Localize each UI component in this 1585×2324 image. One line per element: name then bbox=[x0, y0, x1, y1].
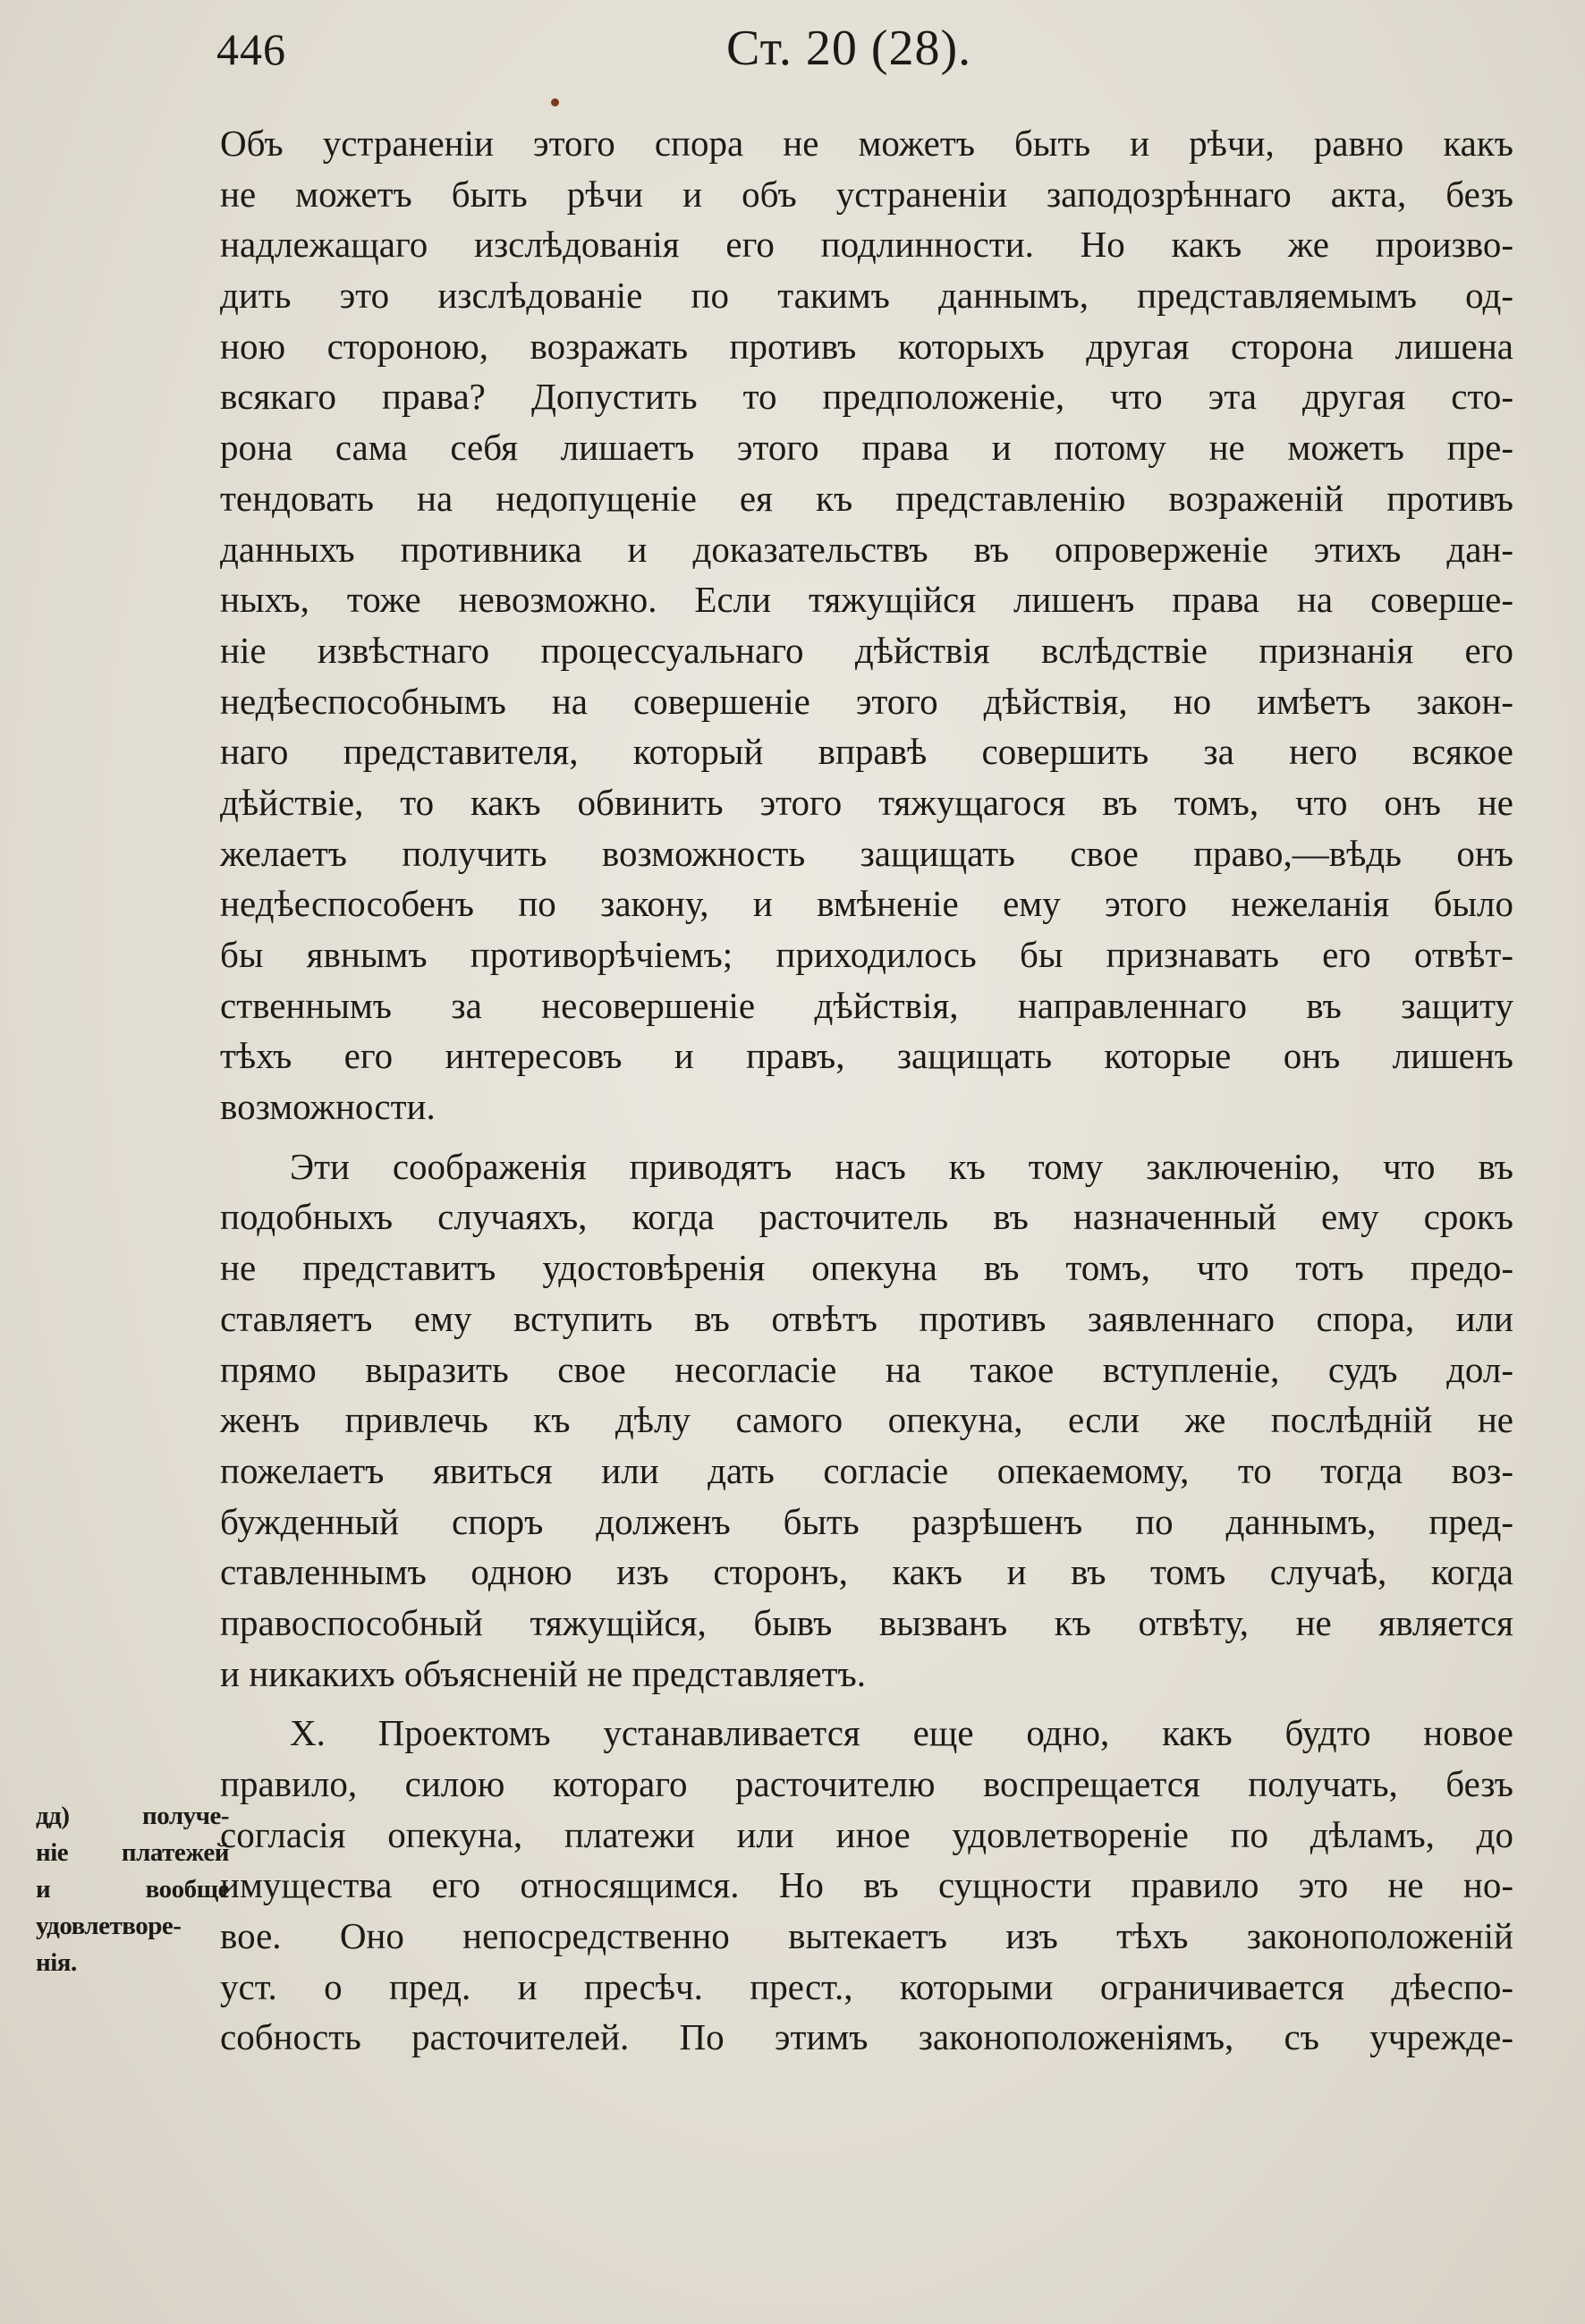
text-line: вое. Оно непосредственно вытекаетъ изъ тѣхъ законоположеній bbox=[220, 1915, 1513, 1957]
text-line: недѣеспособенъ по закону, и вмѣненіе ему этого нежеланія было bbox=[220, 883, 1513, 925]
paragraph-3 bbox=[220, 1708, 1513, 2063]
text-line: правило, силою котораго расточителю воспрещается получать, безъ bbox=[220, 1763, 1513, 1804]
paragraph-1 bbox=[220, 118, 1513, 1132]
text-line: Эти соображенія приводятъ насъ къ тому заключенію, что въ bbox=[290, 1145, 1513, 1187]
ink-dot bbox=[551, 98, 559, 106]
text-line: дѣйствіе, то какъ обвинить этого тяжущагося въ томъ, что онъ не bbox=[220, 781, 1513, 823]
text-line: дить это изслѣдованіе по такимъ даннымъ, представляемымъ од- bbox=[220, 275, 1513, 317]
text-line: ставленнымъ одною изъ сторонъ, какъ и въ томъ случаѣ, когда bbox=[220, 1551, 1513, 1593]
text-line: надлежащаго изслѣдованія его подлинности. Но какъ же произво- bbox=[220, 224, 1513, 266]
margin-note-line: удовлетворе- bbox=[36, 1912, 182, 1940]
section-x-line: X. Проектомъ устанавливается еще одно, какъ будто новое bbox=[290, 1712, 1513, 1754]
margin-note bbox=[36, 1798, 229, 1981]
page-number: 446 bbox=[216, 24, 286, 74]
margin-note-line: ніе платежей bbox=[36, 1838, 229, 1867]
text-line: женъ привлечь къ дѣлу самого опекуна, если же послѣдній не bbox=[220, 1399, 1513, 1441]
text-line: пожелаетъ явиться или дать согласіе опекаемому, то тогда воз- bbox=[220, 1449, 1513, 1491]
text-line: бужденный споръ долженъ быть разрѣшенъ по даннымъ, пред- bbox=[220, 1500, 1513, 1542]
text-line: ніе извѣстнаго процессуальнаго дѣйствія вслѣдствіе признанія его bbox=[220, 629, 1513, 671]
text-line: наго представителя, который вправѣ совершить за него всякое bbox=[220, 731, 1513, 773]
text-line: данныхъ противника и доказательствъ въ опроверженіе этихъ дан- bbox=[220, 528, 1513, 570]
text-line: не можетъ быть рѣчи и объ устраненіи заподозрѣннаго акта, безъ bbox=[220, 173, 1513, 215]
body-text bbox=[220, 118, 1513, 2063]
page-header bbox=[0, 20, 1585, 76]
text-line: тѣхъ его интересовъ и правъ, защищать которые онъ лишенъ bbox=[220, 1035, 1513, 1077]
text-line: недѣеспособнымъ на совершеніе этого дѣйствія, но имѣетъ закон- bbox=[220, 680, 1513, 722]
text-line: уст. о пред. и пресѣч. прест., которыми ограничивается дѣеспо- bbox=[220, 1965, 1513, 2007]
margin-note-line: нія. bbox=[36, 1948, 77, 1977]
text-line: ною стороною, возражать противъ которыхъ другая сторона лишена bbox=[220, 325, 1513, 367]
text-line: желаетъ получить возможность защищать свое право,—вѣдь онъ bbox=[220, 832, 1513, 874]
text-line: ныхъ, тоже невозможно. Если тяжущійся лишенъ права на соверше- bbox=[220, 579, 1513, 621]
text-line: бы явнымъ противорѣчіемъ; приходилось бы признавать его отвѣт- bbox=[220, 934, 1513, 975]
margin-note-line: дд) получе- bbox=[36, 1802, 229, 1830]
text-line: собность расточителей. По этимъ законоположеніямъ, съ учрежде- bbox=[220, 2016, 1513, 2058]
text-line: тендовать на недопущеніе ея къ представленію возраженій противъ bbox=[220, 477, 1513, 519]
text-line: Объ устраненіи этого спора не можетъ быть и рѣчи, равно какъ bbox=[220, 123, 1513, 164]
text-line: и никакихъ объясненій не представляетъ. bbox=[220, 1652, 866, 1694]
text-line: подобныхъ случаяхъ, когда расточитель въ назначенный ему срокъ bbox=[220, 1196, 1513, 1238]
text-line: ставляетъ ему вступить въ отвѣтъ противъ заявленнаго спора, или bbox=[220, 1297, 1513, 1339]
running-title: Ст. 20 (28). bbox=[726, 21, 972, 76]
text-line: прямо выразить свое несогласіе на такое вступленіе, судъ дол- bbox=[220, 1348, 1513, 1390]
text-line: всякаго права? Допустить то предположеніе, что эта другая сто- bbox=[220, 376, 1513, 418]
text-line: рона сама себя лишаетъ этого права и потому не можетъ пре- bbox=[220, 427, 1513, 469]
text-line: не представитъ удостовѣренія опекуна въ томъ, что тотъ предо- bbox=[220, 1247, 1513, 1289]
margin-note-line: и вообще bbox=[36, 1875, 229, 1904]
text-line: согласія опекуна, платежи или иное удовлетвореніе по дѣламъ, до bbox=[220, 1813, 1513, 1855]
text-line: имущества его относящимся. Но въ сущности правило это не но- bbox=[220, 1864, 1513, 1906]
text-line: ственнымъ за несовершеніе дѣйствія, направленнаго въ защиту bbox=[220, 984, 1513, 1026]
text-line: возможности. bbox=[220, 1086, 436, 1128]
paragraph-2 bbox=[220, 1141, 1513, 1700]
text-line: правоспособный тяжущійся, бывъ вызванъ къ отвѣту, не является bbox=[220, 1601, 1513, 1643]
